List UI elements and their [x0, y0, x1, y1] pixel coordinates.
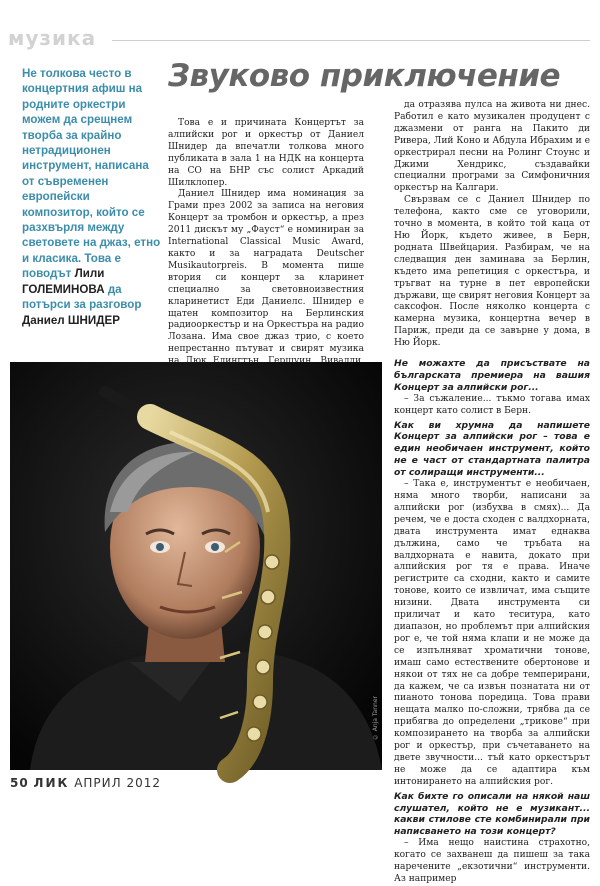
intro-credit-prefix: Това е поводът	[22, 251, 121, 281]
article-headline: Звуково приключение	[168, 58, 561, 94]
interview-question: Не можахте да присъствате на българската премиера на вашия Концерт за алпийски рог...	[394, 358, 590, 393]
portrait-photo	[10, 362, 382, 770]
interview-answer: – Така е, инструментът е необичаен, няма много творби, написани за алпийски рог (избухва в смях)... Да речем, че е доста сходен с валдхорната, двата инструмента имат еднаква дължина, само че тръбата на валдхорната е навита, докато при алпийския рог тя е права. Иначе регистрите са сходни, както и самите тонове, които се извличат, има същите низини. Двата инструмента си приличат и като теситура, като диапазон, но проблемът при алпийския рог е, че той няма клапи и не може да се изпълняват хроматични тонове, имаш само естествените обертонове и някои от тях не са добре темперирани, да кажем, че са извън познатата ни от пианото тонова поредица. Това прави нещата малко по-сложни, трябва да се прибягва до определени „трикове“ при композирането на творба за алпийски рог и оркестър, при съчетаването на двете звучности... тъй като оркестърът не може да се адаптира към интонирането на алпийския рог.	[394, 479, 590, 787]
intro-standfirst	[22, 66, 162, 328]
photo-credit: © Anja Tanner	[372, 695, 379, 740]
body-paragraph: Свързвам се с Даниел Шнидер по телефона, както сме се уговорили, точно в момента, в който той каца от Ню Йорк, където живее, в Берн, родната Швейцария. Разбирам, че на следващия ден заминава за Берлин, където има репетиция с оркестъра, и тръгват на турне в пет европейски държави, ще свирят неговия Концерт за саксофон. После няколко концерта с камерна музика, концертна вечер в Париж, преди да се завърне у дома, в Ню Йорк.	[394, 195, 590, 349]
body-paragraph: Това е и причината Концертът за алпийски рог и оркестър от Даниел Шнидер да впечатли толкова много публиката в зала 1 на НДК на концерта на СО на БНР със солист Аркадий Шилклопер.	[168, 118, 364, 188]
interview-answer: – Има нещо наистина страхотно, когато се захванеш да пишеш за така наречените „екзотични“ инструменти. Аз например	[394, 838, 590, 884]
intro-subject: Даниел ШНИДЕР	[22, 313, 120, 327]
intro-credit-mid: да потърси за разговор	[22, 282, 142, 312]
issue-date: АПРИЛ 2012	[74, 776, 162, 790]
body-paragraph: Даниел Шнидер има номинация за Грами през 2002 за записа на неговия Концерт за тромбон и оркестър, а през 2011 дискът му „Фауст“ е номиниран за International Classical Music Award, както и за наградата Deutscher Musikautorpreis. В момента пише втория си концерт за кларинет специално за световноизвестния кларинетист Еди Даниелс. Шнидер е щатен композитор на Берлинския радиооркестър и на Оркестъра на радио Лозана. Има свое джаз трио, с което непрестанно пътуват и свирят музика	[168, 189, 364, 355]
interview-question: Как ви хрумна да напишете Концерт за алпийски рог – това е един необичаен инструмент, който не е част от стандартната палитра от солиращи инструменти...	[394, 419, 590, 479]
page-footer	[10, 776, 161, 790]
section-divider	[112, 40, 590, 41]
article-column-right	[394, 100, 590, 886]
intro-lead: Не толкова често в концертния афиш на родните оркестри можем да срещнем творба за крайно нетрадиционен инструмент, написана от съвременен европейски композитор, който се разхвърля между световете на джаз, етно и класика.	[22, 67, 161, 265]
interview-answer: – За съжаление... тъкмо тогава имах концерт като солист в Берн.	[394, 393, 590, 416]
intro-author: Лили ГОЛЕМИНОВА	[22, 267, 105, 296]
interview-question: Как бихте го описали на някой наш слушател, който не е музикант... какви стилове сте комбинирали при написването на този концерт?	[394, 790, 590, 838]
magazine-name: ЛИК	[33, 776, 70, 790]
page-number: 50	[10, 776, 29, 790]
section-label: музика	[8, 26, 97, 50]
portrait-illustration	[10, 362, 382, 770]
body-paragraph: да отразява пулса на живота ни днес. Работил е като музикален продуцент с джазмени от ранга на Пакито ди Ривера, Лий Коно и Абдула Ибрахим и е оркестрирал песни на Ролинг Стоунс и Джими Хендрикс, създавайки специални програми за Симфоничния оркестър на Калгари.	[394, 100, 590, 194]
